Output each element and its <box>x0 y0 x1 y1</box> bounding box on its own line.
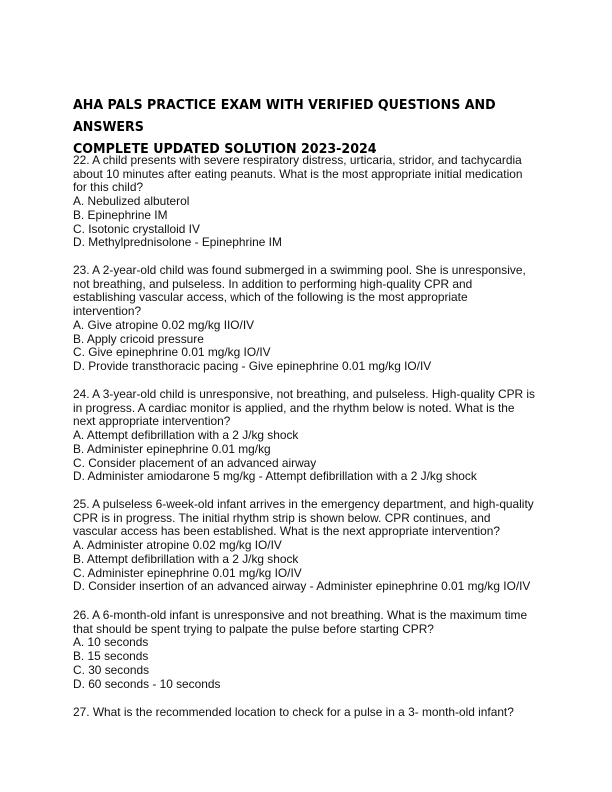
question-text-line: intervention? <box>73 304 142 319</box>
answer-option: C. Give epinephrine 0.01 mg/kg IO/IV <box>73 345 271 360</box>
answer-option: B. Apply cricoid pressure <box>73 331 204 346</box>
question-text-line: 27. What is the recommended location to check for a pulse in a 3- month-old infant? <box>73 705 514 719</box>
page-title <box>73 94 519 160</box>
answer-option: D. Administer amiodarone 5 mg/kg - Attempt defibrillation with a 2 J/kg shock <box>73 469 477 484</box>
answer-option: D. Consider insertion of an advanced airway - Administer epinephrine 0.01 mg/kg IO/IV <box>73 579 531 594</box>
answer-option: A. Nebulized albuterol <box>73 194 190 209</box>
question-24 <box>73 388 543 484</box>
question-text-line: about 10 minutes after eating peanuts. What is the most appropriate initial medication <box>73 166 523 181</box>
question-text-line: next appropriate intervention? <box>73 414 231 429</box>
answer-option: B. Epinephrine IM <box>73 207 168 222</box>
answer-option: B. Administer epinephrine 0.01 mg/kg <box>73 441 271 456</box>
answer-option: A. Administer atropine 0.02 mg/kg IO/IV <box>73 538 282 553</box>
question-text-line: in progress. A cardiac monitor is applied, and the rhythm below is noted. What is the <box>73 400 515 415</box>
answer-option: A. Give atropine 0.02 mg/kg IIO/IV <box>73 317 255 332</box>
answer-option: B. Attempt defibrillation with a 2 J/kg shock <box>73 551 299 566</box>
question-22 <box>73 154 543 250</box>
question-text-line: not breathing, and pulseless. In addition to performing high-quality CPR and <box>73 276 473 291</box>
answer-option: D. Methylprednisolone - Epinephrine IM <box>73 235 282 250</box>
answer-option: C. 30 seconds <box>73 662 150 677</box>
question-text-line: 22. A child presents with severe respiratory distress, urticaria, stridor, and tachycardia <box>73 153 522 167</box>
answer-option: C. Isotonic crystalloid IV <box>73 221 200 236</box>
answer-option: C. Consider placement of an advanced airway <box>73 455 317 470</box>
question-text-line: 25. A pulseless 6-week-old infant arrives in the emergency department, and high-quality <box>73 497 534 511</box>
question-text-line: 26. A 6-month-old infant is unresponsive and not breathing. What is the maximum time <box>73 608 528 622</box>
question-25 <box>73 498 543 594</box>
question-text-line: for this child? <box>73 180 144 195</box>
question-26 <box>73 609 543 691</box>
answer-option: D. 60 seconds - 10 seconds <box>73 676 221 691</box>
answer-option: D. Provide transthoracic pacing - Give epinephrine 0.01 mg/kg IO/IV <box>73 358 432 373</box>
question-text-line: that should be spent trying to palpate the pulse before starting CPR? <box>73 621 434 636</box>
answer-option: A. 10 seconds <box>73 635 149 650</box>
question-text-line: 23. A 2-year-old child was found submerged in a swimming pool. She is unresponsive, <box>73 263 526 277</box>
title-line: AHA PALS PRACTICE EXAM WITH VERIFIED QUESTIONS AND ANSWERS <box>73 97 496 135</box>
answer-option: A. Attempt defibrillation with a 2 J/kg shock <box>73 428 299 443</box>
question-text-line: vascular access has been established. What is the next appropriate intervention? <box>73 524 500 539</box>
answer-option: C. Administer epinephrine 0.01 mg/kg IO/IV <box>73 565 302 580</box>
title-line: COMPLETE UPDATED SOLUTION 2023-2024 <box>73 141 377 157</box>
answer-option: B. 15 seconds <box>73 649 149 664</box>
question-text-line: CPR is in progress. The initial rhythm strip is shown below. CPR continues, and <box>73 510 491 525</box>
question-text-line: 24. A 3-year-old child is unresponsive, not breathing, and pulseless. High-quality CPR is <box>73 387 536 401</box>
question-text-line: establishing vascular access, which of the following is the most appropriate <box>73 290 468 305</box>
question-23 <box>73 264 543 374</box>
question-27 <box>73 706 543 720</box>
